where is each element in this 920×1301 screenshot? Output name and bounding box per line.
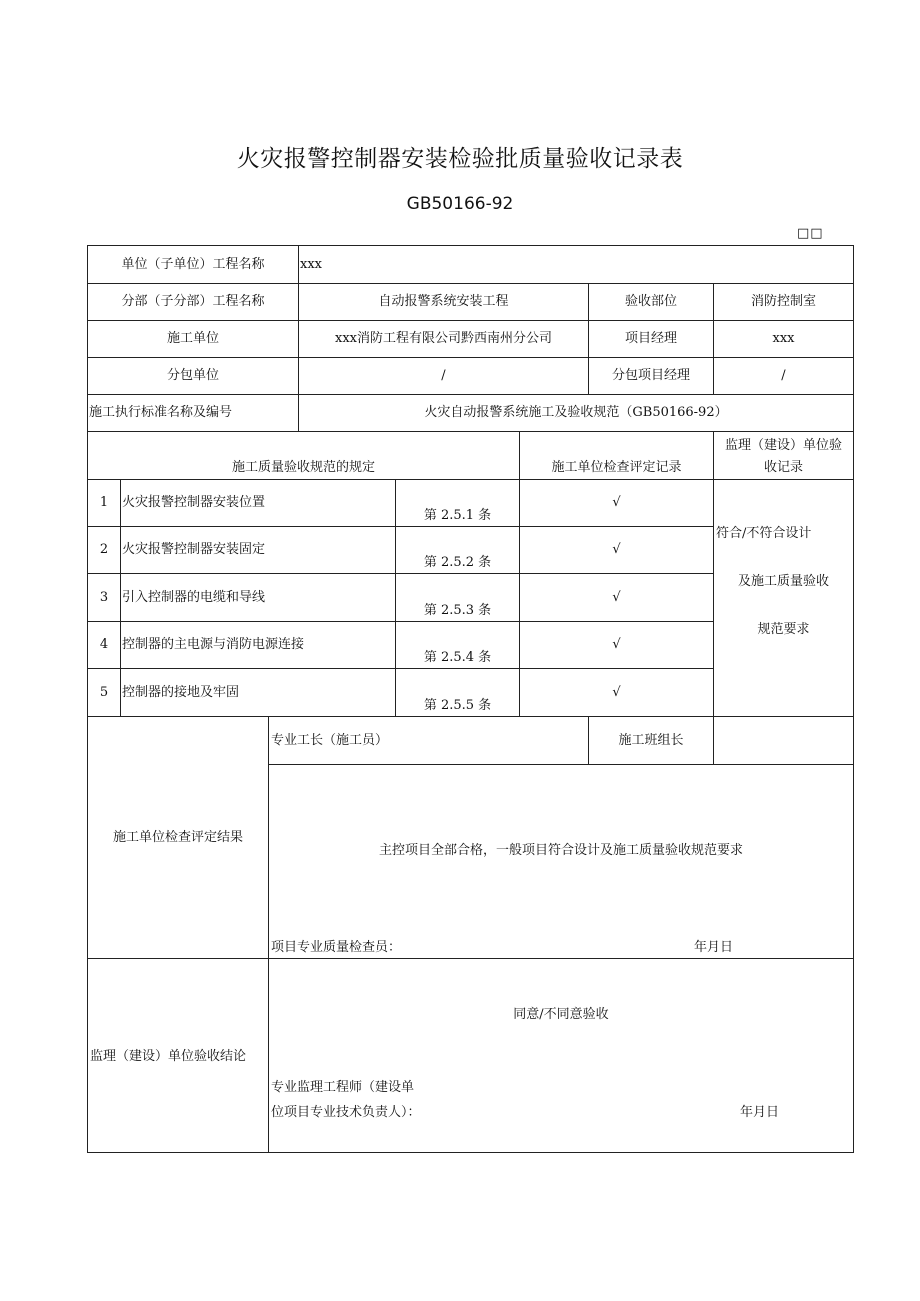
subcontractor-label: 分包单位 [166, 368, 219, 383]
item-name: 火灾报警控制器安装位置 [122, 495, 266, 510]
unit-name-label: 单位（子单位）工程名称 [121, 256, 265, 272]
standard-code: GB50166-92 [406, 194, 514, 214]
unit-name-value: xxx [300, 256, 322, 272]
foreman-label: 专业工长（施工员） [271, 732, 389, 748]
item-clause: 第 2.5.4 条 [423, 650, 492, 665]
item-no: 4 [99, 637, 109, 652]
item-check: √ [612, 589, 621, 605]
item-no: 2 [99, 542, 109, 557]
contractor-date-label: 年月日 [694, 940, 734, 955]
quality-inspector-label: 项目专业质量检查员： [271, 940, 402, 955]
division-name-label: 分部（子分部）工程名称 [121, 294, 265, 309]
contractor-value: xxx消防工程有限公司黔西南州分公司 [335, 331, 552, 346]
item-name: 控制器的接地及牢固 [122, 684, 240, 700]
standard-label: 施工执行标准名称及编号 [89, 405, 233, 420]
item-no: 5 [99, 684, 109, 700]
accept-part-label: 验收部位 [624, 294, 677, 309]
item-check: √ [612, 542, 621, 557]
division-name-value: 自动报警系统安装工程 [378, 294, 509, 309]
supervisor-engineer-line1: 专业监理工程师（建设单 [271, 1080, 415, 1095]
item-clause: 第 2.5.3 条 [423, 603, 492, 618]
item-check: √ [612, 637, 621, 652]
project-manager-label: 项目经理 [624, 331, 677, 346]
supervisor-note-line3: 规范要求 [757, 622, 810, 637]
item-clause: 第 2.5.5 条 [423, 698, 492, 713]
supervisor-result-label: 监理（建设）单位验收结论 [90, 1049, 247, 1064]
item-clause: 第 2.5.2 条 [423, 555, 492, 570]
item-name: 火灾报警控制器安装固定 [122, 542, 266, 557]
contractor-conclusion: 主控项目全部合格，一般项目符合设计及施工质量验收规范要求 [378, 843, 743, 858]
item-clause: 第 2.5.1 条 [423, 508, 492, 523]
standard-value: 火灾自动报警系统施工及验收规范（GB50166-92） [424, 405, 728, 420]
supervisor-note-line1: 符合/不符合设计 [716, 526, 812, 541]
item-name: 控制器的主电源与消防电源连接 [122, 637, 305, 652]
supervisor-date-label: 年月日 [740, 1105, 780, 1120]
item-name: 引入控制器的电缆和导线 [122, 589, 266, 605]
contractor-record-header: 施工单位检查评定记录 [551, 459, 682, 475]
item-no: 1 [99, 495, 109, 510]
supervisor-engineer-line2: 位项目专业技术负责人）： [271, 1105, 421, 1120]
supervisor-note-line2: 及施工质量验收 [737, 574, 829, 589]
accept-part-value: 消防控制室 [750, 294, 816, 309]
subcontractor-value: / [441, 368, 446, 383]
sub-manager-label: 分包项目经理 [611, 368, 690, 383]
contractor-result-label: 施工单位检查评定结果 [112, 829, 243, 845]
page-title: 火灾报警控制器安装检验批质量验收记录表 [236, 146, 684, 172]
supervisor-record-header-line2: 收记录 [763, 460, 803, 475]
supervisor-record-header-line1: 监理（建设）单位验 [724, 438, 842, 453]
item-check: √ [612, 684, 621, 700]
contractor-label: 施工单位 [166, 331, 219, 346]
supervisor-conclusion: 同意/不同意验收 [513, 1007, 609, 1022]
item-no: 3 [99, 589, 109, 605]
team-leader-label: 施工班组长 [618, 732, 684, 748]
item-check: √ [612, 495, 621, 510]
spec-header: 施工质量验收规范的规定 [231, 459, 375, 475]
project-manager-value: xxx [772, 331, 795, 346]
sub-manager-value: / [781, 368, 786, 383]
corner-boxes: □□ [797, 226, 824, 241]
